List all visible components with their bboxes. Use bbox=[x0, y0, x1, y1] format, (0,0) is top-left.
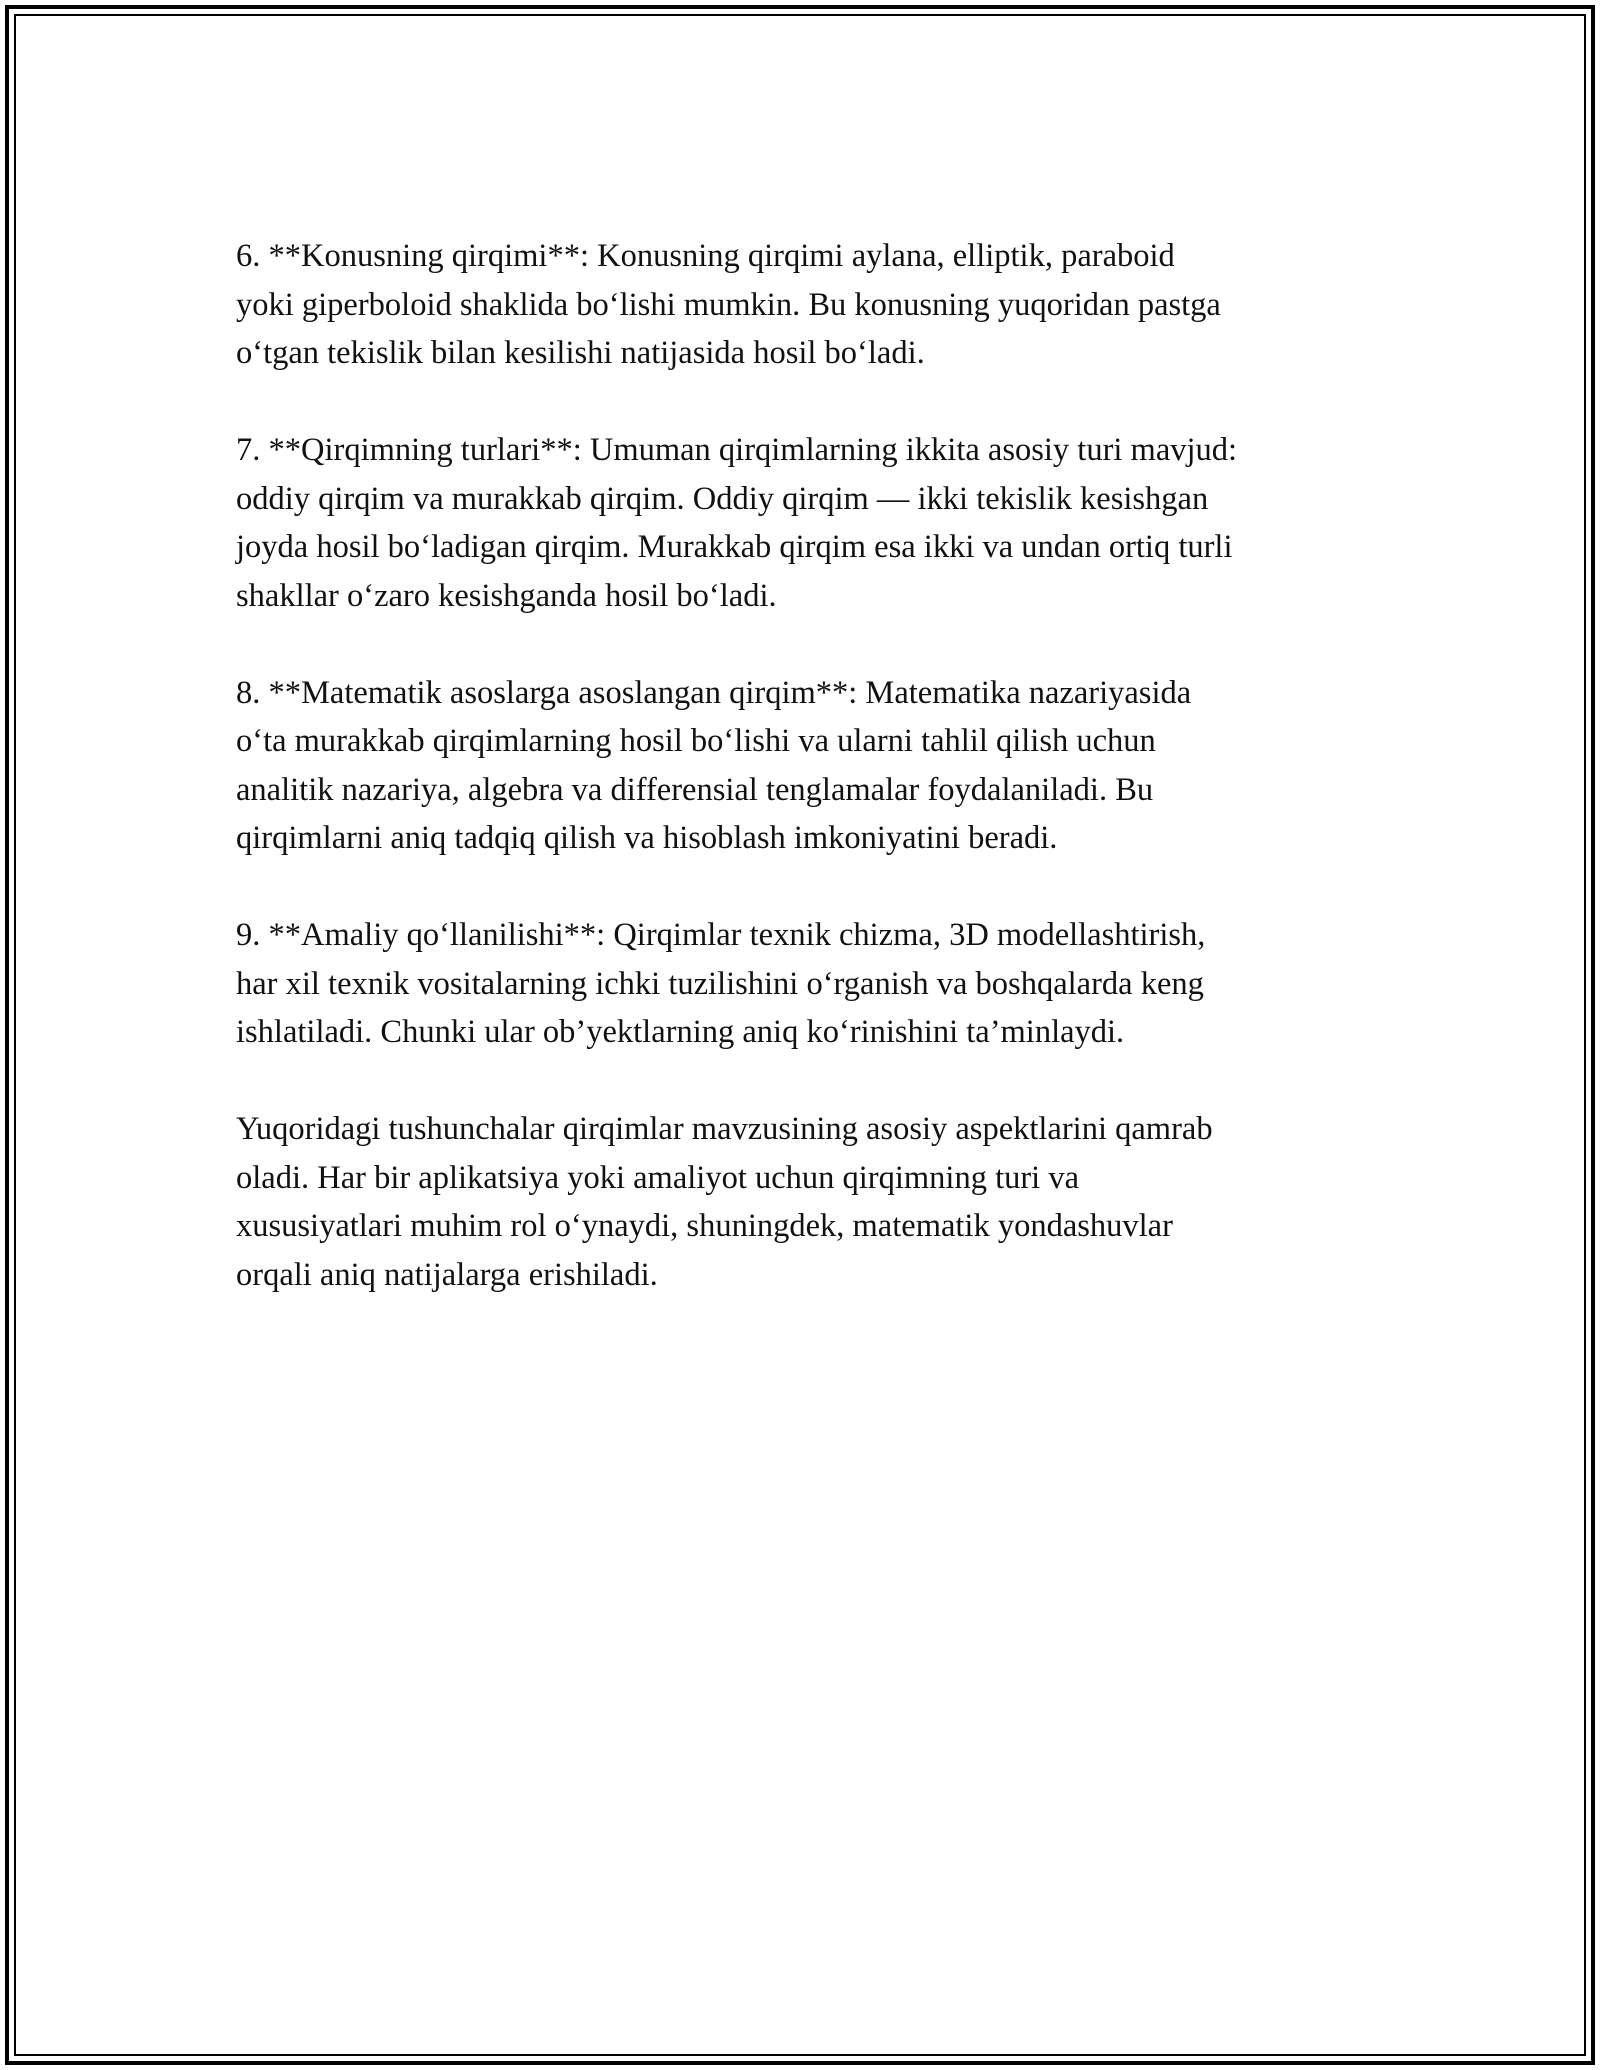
paragraph-qirqimning-turlari: 7. **Qirqimning turlari**: Umuman qirqimlarning ikkita asosiy turi mavjud: oddiy qirqim va murakkab qirqim. Oddiy qirqim — ikki tekislik kesishgan joyda hosil bo‘ladigan qirqim. Murakkab qirqim esa ikki va undan ortiq turli shakllar o‘zaro kesishganda hosil bo‘ladi. bbox=[236, 432, 1238, 614]
document-body bbox=[236, 232, 1376, 1348]
paragraph-matematik-asoslar: 8. **Matematik asoslarga asoslangan qirqim**: Matematika nazariyasida o‘ta murakkab qirqimlarning hosil bo‘lishi va ularni tahlil qilish uchun analitik nazariya, algebra va differensial tenglamalar foydalaniladi. Bu qirqimlarni aniq tadqiq qilish va hisoblash imkoniyatini beradi. bbox=[236, 674, 1192, 856]
paragraph-amaliy-qollanilishi: 9. **Amaliy qo‘llanilishi**: Qirqimlar texnik chizma, 3D modellashtirish, har xil texnik vositalarning ichki tuzilishini o‘rganish va boshqalarda keng ishlatiladi. Chunki ular ob’yektlarning aniq ko‘rinishini ta’minlaydi. bbox=[236, 917, 1206, 1050]
paragraph-conclusion: Yuqoridagi tushunchalar qirqimlar mavzusining asosiy aspektlarini qamrab oladi. Har bir aplikatsiya yoki amaliyot uchun qirqimning turi va xususiyatlari muhim rol o‘ynaydi, shuningdek, matematik yondashuvlar orqali aniq natijalarga erishiladi. bbox=[236, 1111, 1213, 1293]
paragraph-konusning-qirqimi: 6. **Konusning qirqimi**: Konusning qirqimi aylana, elliptik, paraboid yoki giperboloid shaklida bo‘lishi mumkin. Bu konusning yuqoridan pastga o‘tgan tekislik bilan kesilishi natijasida hosil bo‘ladi. bbox=[236, 238, 1221, 371]
